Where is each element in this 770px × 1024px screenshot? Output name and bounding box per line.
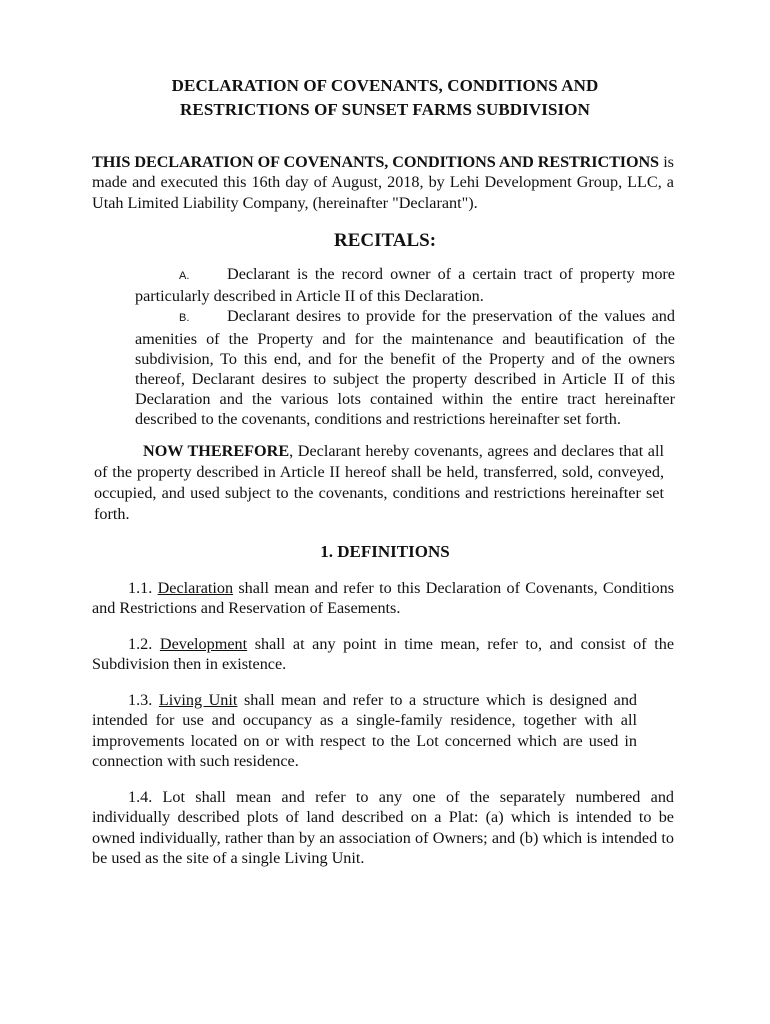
definition-text: Lot shall mean and refer to any one of the separately numbered and individually described plots of land described on a Plat: (a) which is intended to be owned individually, rather than by an association of Owners; and (b) which is intended to be used as the site of a single Living Unit. (92, 788, 675, 867)
definition-1-1 (92, 578, 674, 619)
now-therefore-lead: NOW THEREFORE (143, 442, 290, 460)
intro-lead: THIS DECLARATION OF COVENANTS, CONDITIONS AND RESTRICTIONS (92, 153, 659, 171)
recital-item-a (135, 264, 675, 306)
recitals-heading: RECITALS: (333, 230, 437, 251)
recital-marker-b: B. (179, 312, 190, 325)
recital-item-b (135, 306, 675, 429)
document-title-line-2: RESTRICTIONS OF SUNSET FARMS SUBDIVISION (180, 100, 590, 119)
definition-term: Living Unit (158, 691, 238, 709)
definition-number: 1.2. (128, 635, 153, 653)
definition-number: 1.1. (128, 579, 153, 597)
recitals-list (135, 264, 675, 430)
recital-marker-a: A. (179, 270, 190, 282)
definition-text: shall at any point in time mean, refer to, and consist of the Subdivision then in existence. (92, 635, 675, 674)
definition-number: 1.4. (128, 788, 153, 806)
definition-text: shall mean and refer to a structure which is designed and intended for use and occupancy as a single-family residence, together with all improvements located on or with respect to the Lot concerned which are used in connection with such residence. (92, 691, 638, 770)
document-title-line-1: DECLARATION OF COVENANTS, CONDITIONS AND (171, 76, 599, 95)
intro-body: is made and executed this 16th day of August, 2018, by Lehi Development Group, LLC, a Utah Limited Liability Company, (hereinafter "Declarant"). (92, 153, 674, 212)
definition-term: Declaration (157, 579, 234, 597)
definition-1-3 (92, 690, 637, 771)
recital-text-b: Declarant desires to provide for the preservation of the values and amenities of the Property and for the maintenance and beautification of the subdivision, To this end, and for the benefit of the Property and of the owners thereof, Declarant desires to subject the property described in Article II of this Declaration and the various lots contained within the entire tract hereinafter described to the covenants, conditions and restrictions hereinafter set forth. (135, 307, 675, 429)
definition-term: Development (159, 635, 248, 653)
definitions-heading: 1. DEFINITIONS (320, 542, 450, 561)
definition-text: shall mean and refer to this Declaration of Covenants, Conditions and Restrictions and Reservation of Easements. (92, 579, 674, 618)
recital-text-a: Declarant is the record owner of a certain tract of property more particularly described in Article II of this Declaration. (135, 265, 675, 306)
intro-paragraph (92, 152, 674, 213)
definition-1-4 (92, 787, 674, 868)
now-therefore-text: , Declarant hereby covenants, agrees and declares that all of the property described in Article II hereof shall be held, transferred, sold, conveyed, occupied, and used subject to the covenants, conditions and restrictions hereinafter set forth. (94, 442, 664, 523)
definition-number: 1.3. (128, 691, 153, 709)
definition-1-2 (92, 634, 674, 675)
now-therefore-paragraph (94, 441, 664, 525)
